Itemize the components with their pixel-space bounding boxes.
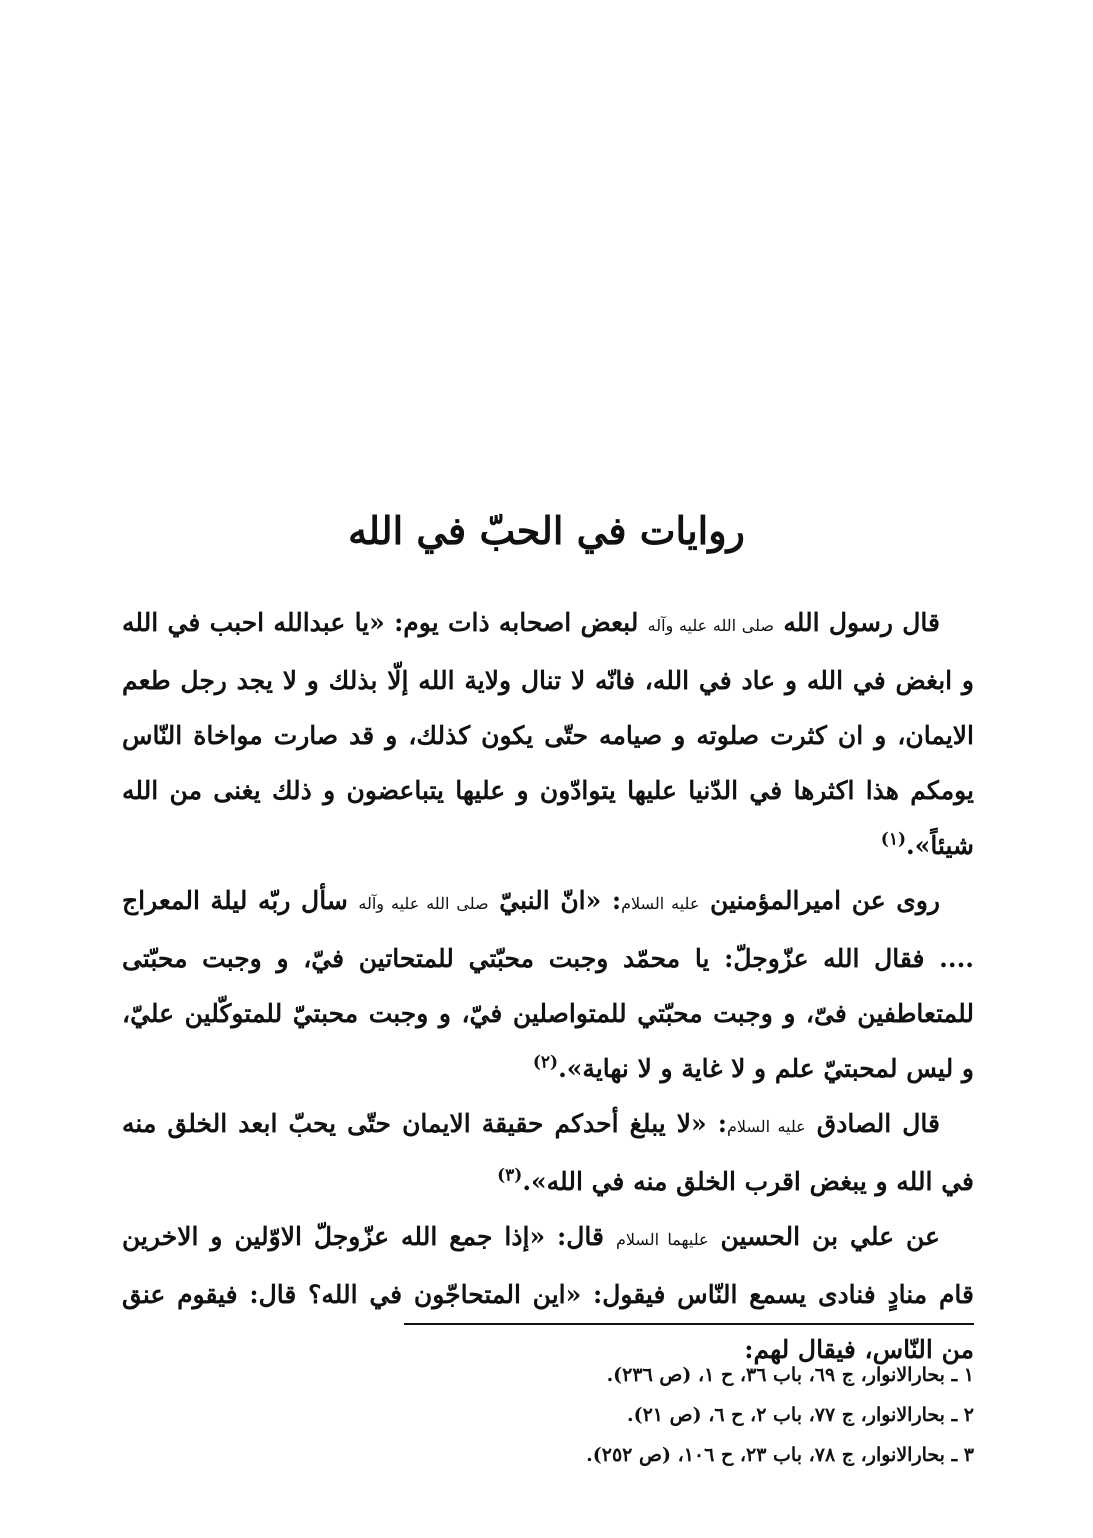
footnote-1: ۱ ـ بحارالانوار، ج ٦٩، باب ٣٦، ح ١، (ص ٢٣٦).	[606, 1364, 974, 1386]
p4-text-b: قال: «إذا جمع الله عزّوجلّ الاوّلین و الاخرین قام منادٍ فنادی یسمع النّاس فیقول: «این المتحاجّون في الله؟ قال: فیقوم عنق من النّاس، فیقال لهم:	[122, 1222, 974, 1364]
footnote-2: ۲ ـ بحارالانوار، ج ٧٧، باب ٢، ح ٦، (ص ٢١).	[626, 1404, 974, 1426]
footnote-ref-2: (۲)	[532, 1052, 559, 1073]
prophet-honorific-glyph: صلى الله عليه وآله	[647, 616, 774, 635]
footnote-ref-1: (۱)	[880, 829, 907, 850]
imam-sadiq-honorific-glyph: عليه السلام	[726, 1117, 806, 1136]
imam-ali-honorific-glyph: عليه السلام	[621, 894, 700, 913]
footnote-3: ۳ ـ بحارالانوار، ج ٧٨، باب ٢٣، ح ١٠٦، (ص ٢٥٢).	[586, 1444, 974, 1466]
p4-text-a: عن علي بن الحسین	[720, 1222, 940, 1251]
p2-text-c: سأل ربّه لیلة المعراج .... فقال الله عزّوجلّ: یا محمّد وجبت محبّتي للمتحاتین فيّ، و وجبت محبّتی للمتعاطفین فیّ، و وجبت محبّتي للمتواصلین فيّ، و وجبت محبتيّ للمتوکّلین عليّ، و لیس لمحبتيّ علم و لا غایة و لا نهایة».	[122, 886, 974, 1083]
footnote-ref-3: (۳)	[497, 1165, 523, 1186]
p1-text-b: لبعض اصحابه ذات یوم: «یا عبدالله احبب في الله و ابغض في الله و عاد في الله، فانّه لا تنال ولایة الله إلّا بذلك و لا یجد رجل طعم الایمان، و ان کثرت صلوته و صیامه حتّی یکون کذلك، و قد صارت مواخاة النّاس یومکم هذا اکثرها في الدّنیا علیها یتوادّون و علیها یتباعضون و ذلك یغنی من الله شیئاً».	[122, 608, 974, 860]
page-title: روایات في الحبّ في الله	[348, 508, 745, 554]
paragraph-1	[122, 595, 974, 873]
paragraph-2	[122, 873, 974, 1096]
paragraph-3	[122, 1096, 974, 1209]
prophet-honorific-glyph-2: صلى الله عليه وآله	[358, 894, 489, 913]
paragraph-4	[122, 1209, 974, 1377]
p2-text-b: : «انّ النبيّ	[499, 886, 622, 915]
footnote-divider	[404, 1323, 974, 1325]
footnotes	[404, 1355, 974, 1475]
p2-text-a: روی عن امیرالمؤمنین	[709, 886, 940, 915]
body-text	[122, 595, 974, 1377]
p3-text-b: : «لا یبلغ أحدکم حقیقة الایمان حتّی یحبّ ابعد الخلق منه في الله و یبغض اقرب الخلق منه في الله».	[122, 1109, 974, 1196]
imam-sajjad-honorific-glyph: عليهما السلام	[615, 1230, 709, 1249]
p3-text-a: قال الصادق	[816, 1109, 940, 1138]
p1-text-a: قال رسول الله	[783, 608, 940, 637]
